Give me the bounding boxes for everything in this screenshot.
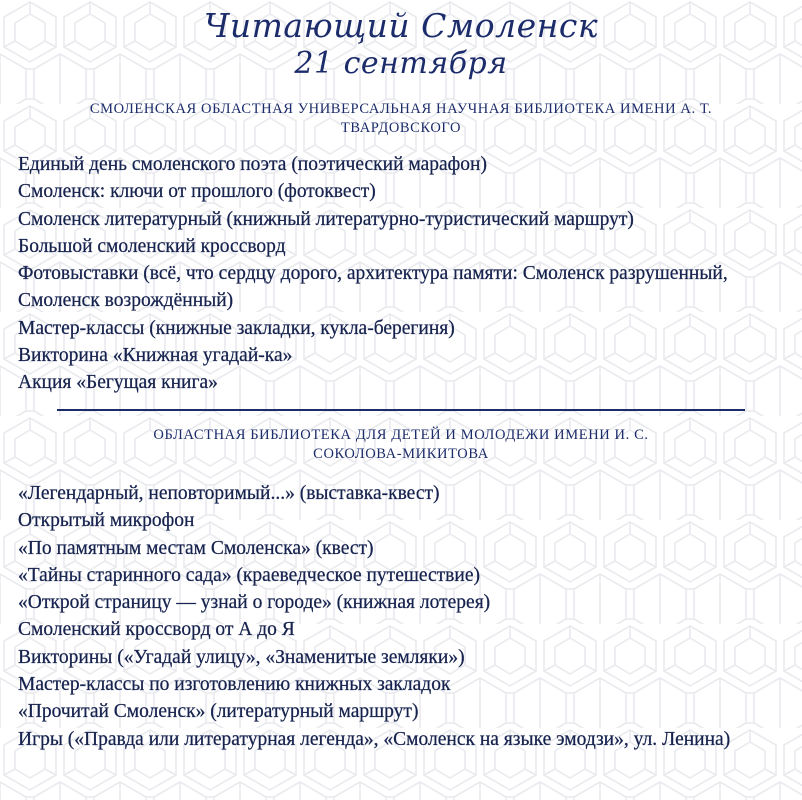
event-list-children-library: [18, 480, 778, 753]
list-item: «По памятным местам Смоленска» (квест): [18, 537, 374, 559]
list-item: «Открой страницу — узнай о городе» (книжная лотерея): [18, 592, 491, 614]
event-list-regional-library: [18, 151, 778, 397]
list-item: Игры («Правда или литературная легенда», «Смоленск на языке эмодзи», ул. Ленина): [18, 728, 731, 750]
list-item: Большой смоленский кроссворд: [18, 235, 286, 257]
list-item: Фотовыставки (всё, что сердцу дорого, архитектура памяти: Смоленск разрушенный, Смоленск возрождённый): [18, 263, 728, 312]
list-item: Смоленск: ключи от прошлого (фотоквест): [18, 181, 376, 203]
list-item: Мастер-классы по изготовлению книжных закладок: [18, 674, 451, 696]
section-heading-children-library: ОБЛАСТНАЯ БИБЛИОТЕКА ДЛЯ ДЕТЕЙ И МОЛОДЕЖИ ИМЕНИ И. С. СОКОЛОВА-МИКИТОВА: [153, 427, 649, 462]
list-item: Смоленск литературный (книжный литературно-туристический маршрут): [18, 208, 634, 230]
poster-title: Читающий Смоленск: [203, 6, 599, 45]
event-date: 21 сентября: [294, 46, 508, 81]
list-item: Викторина «Книжная угадай-ка»: [18, 345, 293, 367]
list-item: Викторины («Угадай улицу», «Знаменитые земляки»): [18, 646, 465, 668]
list-item: Мастер-классы (книжные закладки, кукла-берегиня): [18, 317, 455, 339]
list-item: «Прочитай Смоленск» (литературный маршрут): [18, 701, 419, 723]
section-divider: [57, 409, 745, 411]
list-item: Открытый микрофон: [18, 510, 195, 532]
list-item: Смоленский кроссворд от А до Я: [18, 619, 295, 641]
list-item: «Легендарный, неповторимый...» (выставка-квест): [18, 483, 440, 504]
list-item: Акция «Бегущая книга»: [18, 372, 218, 394]
section-heading-regional-library: СМОЛЕНСКАЯ ОБЛАСТНАЯ УНИВЕРСАЛЬНАЯ НАУЧНАЯ БИБЛИОТЕКА ИМЕНИ А. Т. ТВАРДОВСКОГО: [89, 101, 713, 136]
list-item: «Тайны старинного сада» (краеведческое путешествие): [18, 564, 480, 586]
list-item: Единый день смоленского поэта (поэтический марафон): [18, 154, 487, 175]
